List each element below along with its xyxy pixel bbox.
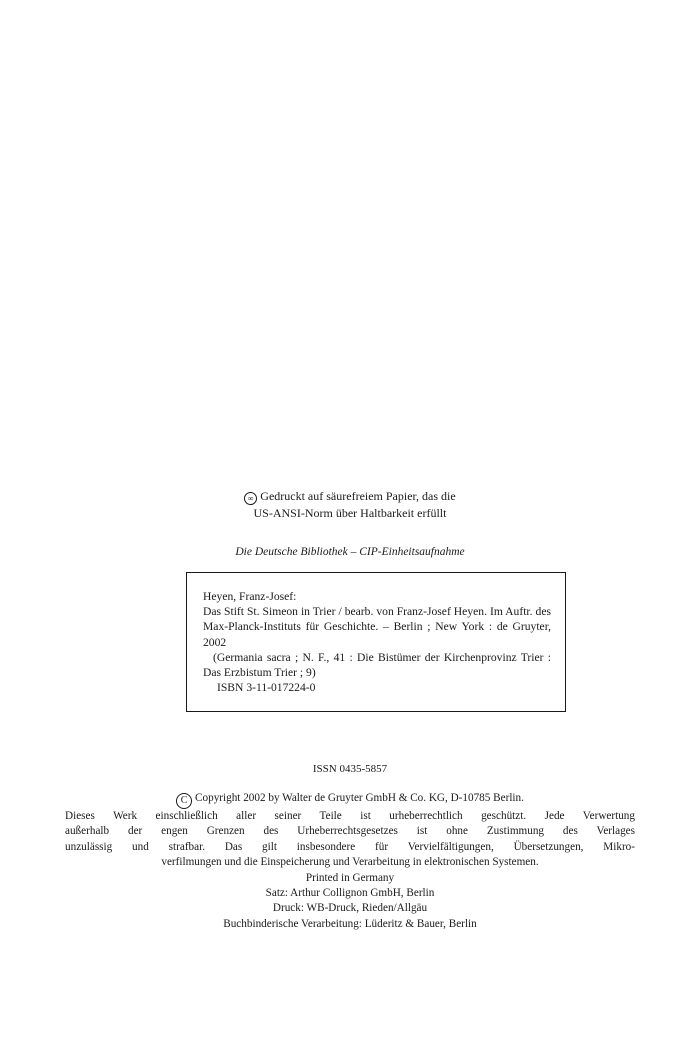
copyright-block <box>0 791 700 932</box>
copyright-symbol-icon: C <box>176 793 192 809</box>
printed-in: Printed in Germany <box>305 871 395 884</box>
paper-note <box>0 488 700 521</box>
issn: ISSN 0435-5857 <box>312 763 388 775</box>
copyright-line-3: außerhalb der engen Grenzen des Urheberrechtsgesetzes ist ohne Zustimmung des Verlages <box>65 825 635 838</box>
paper-note-line-1: Gedruckt auf säurefreiem Papier, das die <box>260 489 456 503</box>
binding-credit: Buchbinderische Verarbeitung: Lüderitz & Bauer, Berlin <box>223 917 477 930</box>
cip-heading: Die Deutsche Bibliothek – CIP-Einheitsaufnahme <box>235 546 465 558</box>
copyright-line-2: Dieses Werk einschließlich aller seiner Teile ist urheberrechtlich geschützt. Jede Verwertung <box>65 810 635 822</box>
cip-isbn: ISBN 3-11-017224-0 <box>217 681 316 695</box>
infinity-symbol-icon: ∞ <box>244 492 257 505</box>
cip-series: (Germania sacra ; N. F., 41 : Die Bistümer der Kirchenprovinz Trier : Das Erzbistum Trier ; 9) <box>203 650 551 680</box>
typesetting-credit: Satz: Arthur Collignon GmbH, Berlin <box>265 887 435 900</box>
paper-note-line-2: US-ANSI-Norm über Haltbarkeit erfüllt <box>253 506 447 520</box>
cip-record-box <box>186 572 566 712</box>
cip-author: Heyen, Franz-Josef: <box>203 590 297 603</box>
copyright-line-5: verfilmungen und die Einspeicherung und Verarbeitung in elektronischen Systemen. <box>161 856 539 869</box>
copyright-line-4: unzulässig und strafbar. Das gilt insbesondere für Vervielfältigungen, Übersetzungen, Mikro- <box>65 840 635 853</box>
printing-credit: Druck: WB-Druck, Rieden/Allgäu <box>272 902 428 915</box>
cip-title: Das Stift St. Simeon in Trier / bearb. von Franz-Josef Heyen. Im Auftr. des Max-Planck-Instituts für Geschichte. – Berlin ; New York : de Gruyter, 2002 <box>203 605 551 649</box>
copyright-line-1: Copyright 2002 by Walter de Gruyter GmbH & Co. KG, D-10785 Berlin. <box>195 792 524 804</box>
